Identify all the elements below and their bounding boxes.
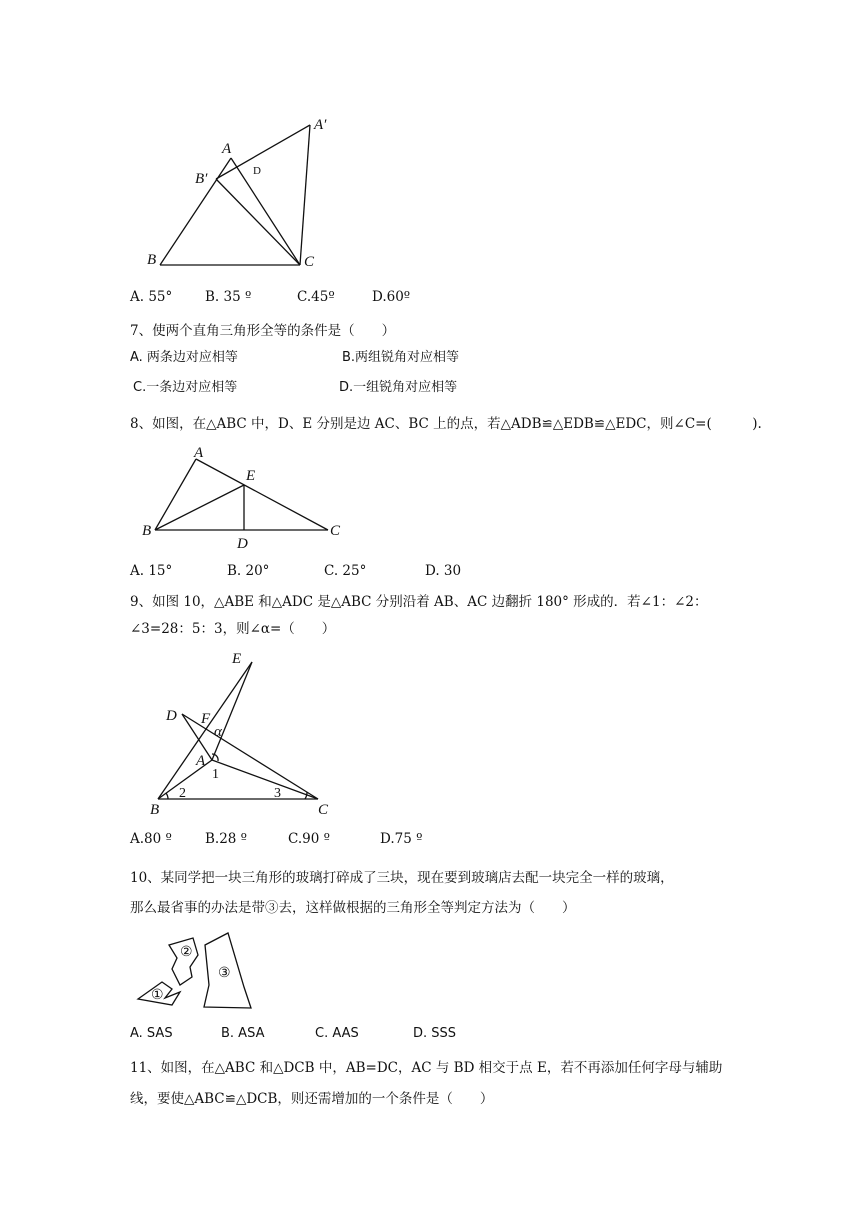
q11-stem-line2: 线，要使△ABC≌△DCB，则还需增加的一个条件是（ ） bbox=[130, 1091, 494, 1107]
q10-stem-line1: 10、某同学把一块三角形的玻璃打碎成了三块，现在要到玻璃店去配一块完全一样的玻璃， bbox=[130, 870, 674, 886]
q9-stem-line2: ∠3=28：5：3，则∠α=（ ） bbox=[130, 621, 336, 637]
q8-choice-b[interactable]: B. 20° bbox=[227, 563, 270, 579]
label-d: D bbox=[253, 165, 261, 177]
q7-choice-d[interactable]: D.一组锐角对应相等 bbox=[339, 380, 458, 395]
q10-choice-c[interactable]: C. AAS bbox=[315, 1026, 359, 1041]
segment-ac bbox=[196, 459, 328, 530]
angle-3-arc bbox=[305, 792, 307, 799]
label-alpha: α bbox=[214, 724, 222, 740]
label-c: C bbox=[330, 523, 341, 539]
q10-choice-a[interactable]: A. SAS bbox=[130, 1026, 173, 1041]
label-f: F bbox=[201, 711, 211, 727]
q6-choice-d[interactable]: D.60º bbox=[372, 289, 411, 305]
q10-figure bbox=[0, 925, 860, 1020]
q7-stem: 7、使两个直角三角形全等的条件是（ ） bbox=[130, 323, 396, 339]
q9-choice-c[interactable]: C.90 º bbox=[288, 831, 330, 847]
label-piece-1: ① bbox=[151, 988, 164, 1003]
q6-choice-a[interactable]: A. 55° bbox=[130, 289, 173, 305]
segment-a-prime-c bbox=[300, 125, 310, 265]
q9-choice-a[interactable]: A.80 º bbox=[130, 831, 172, 847]
label-a: A bbox=[194, 445, 204, 461]
segment-b-prime-c bbox=[216, 179, 300, 265]
label-e: E bbox=[232, 651, 242, 667]
label-angle-1: 1 bbox=[212, 767, 219, 782]
q9-figure bbox=[0, 640, 860, 820]
label-angle-3: 3 bbox=[274, 786, 281, 801]
label-b: B bbox=[150, 802, 160, 818]
segment-ac bbox=[231, 158, 300, 265]
q6-choice-c[interactable]: C.45º bbox=[297, 289, 335, 305]
label-a: A bbox=[222, 141, 232, 157]
q8-choice-a[interactable]: A. 15° bbox=[130, 563, 173, 579]
q8-choice-c[interactable]: C. 25° bbox=[324, 563, 367, 579]
label-e: E bbox=[246, 468, 256, 484]
label-piece-2: ② bbox=[180, 945, 193, 960]
label-angle-2: 2 bbox=[179, 786, 186, 801]
q10-choice-b[interactable]: B. ASA bbox=[221, 1026, 265, 1041]
label-d: D bbox=[166, 708, 177, 724]
q6-choice-b[interactable]: B. 35 º bbox=[205, 289, 252, 305]
label-a-prime: A′ bbox=[314, 117, 327, 133]
label-a: A bbox=[196, 753, 206, 769]
label-c: C bbox=[318, 802, 329, 818]
q10-choice-d[interactable]: D. SSS bbox=[413, 1026, 457, 1041]
q9-choice-d[interactable]: D.75 º bbox=[380, 831, 423, 847]
q9-stem-line1: 9、如图 10，△ABE 和△ADC 是△ABC 分别沿着 AB、AC 边翻折 180° 形成的．若∠1：∠2： bbox=[130, 594, 708, 610]
q8-stem: 8、如图，在△ABC 中，D、E 分别是边 AC、BC 上的点，若△ADB≌△EDB≌△EDC，则∠C=( ). bbox=[130, 416, 762, 432]
label-piece-3: ③ bbox=[218, 966, 231, 981]
angle-2-arc bbox=[166, 793, 168, 799]
label-c: C bbox=[304, 254, 315, 270]
q10-stem-line2: 那么最省事的办法是带③去，这样做根据的三角形全等判定方法为（ ） bbox=[130, 900, 576, 916]
label-b: B bbox=[142, 523, 152, 539]
q8-choice-d[interactable]: D. 30 bbox=[425, 563, 462, 579]
segment-be bbox=[158, 662, 252, 799]
q7-choice-b[interactable]: B.两组锐角对应相等 bbox=[342, 350, 460, 365]
q6-figure bbox=[0, 0, 860, 280]
q8-figure bbox=[0, 440, 860, 555]
q9-choice-b[interactable]: B.28 º bbox=[205, 831, 248, 847]
q11-stem-line1: 11、如图，在△ABC 和△DCB 中，AB=DC，AC 与 BD 相交于点 E，若不再添加任何字母与辅助 bbox=[130, 1060, 723, 1076]
q7-choice-c[interactable]: C.一条边对应相等 bbox=[133, 380, 238, 395]
q7-choice-a[interactable]: A. 两条边对应相等 bbox=[130, 350, 238, 365]
label-b: B bbox=[147, 252, 157, 268]
label-d: D bbox=[237, 536, 248, 552]
label-b-prime: B′ bbox=[195, 171, 208, 187]
